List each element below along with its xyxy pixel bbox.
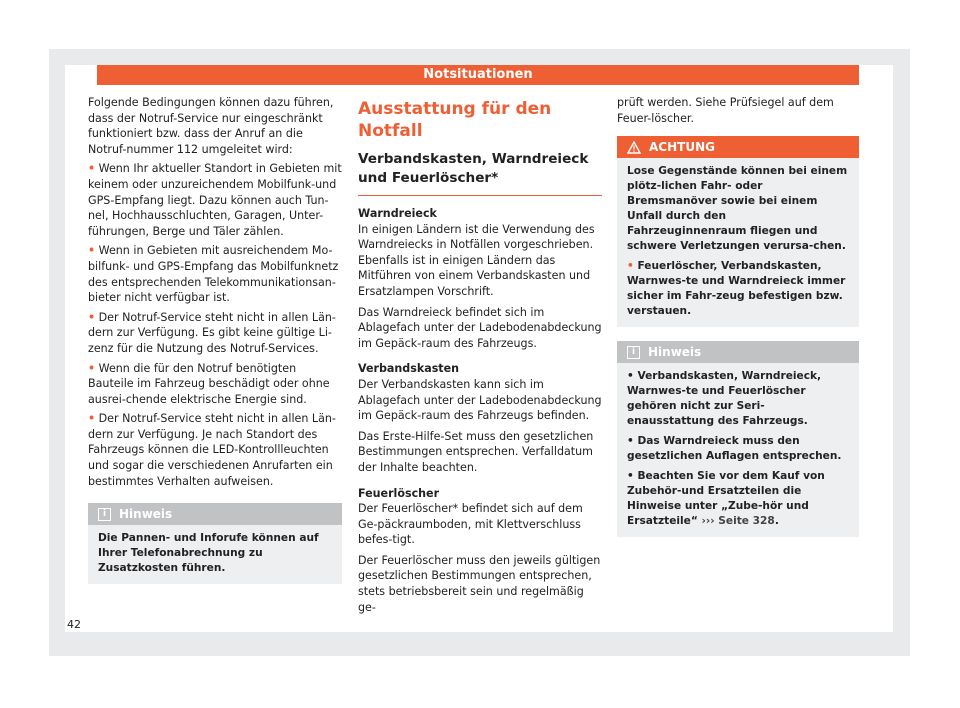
note-box-header: i Hinweis [617,341,859,363]
main-heading: Ausstattung für den Notfall [358,99,552,141]
list-item: • Der Notruf-Service steht nicht in allen Län-dern zur Verfügung. Es gibt keine gültige Li-zenz für die Nutzung des Notruf-Services. [88,310,336,355]
list-item: • Wenn Ihr aktueller Standort in Gebieten mit keinem oder unzureichendem Mobilfunk-und GPS-Empfang liegt. Dazu können auch Tun-nel, Hochhausschluchten, Garagen, Unter-führungen, Berge und Täler zählen. [88,162,342,238]
paragraph: Der Feuerlöscher muss den jeweils gültigen gesetzlichen Bestimmungen entsprechen, stets betriebsbereit sein und regelmäßig ge- [358,553,601,614]
bullet-icon: • [88,361,96,375]
note-box-header: i Hinweis [88,503,342,525]
list-item: • Wenn die für den Notruf benötigten Bauteile im Fahrzeug beschädigt oder ohne ausrei-chende elektrische Energie sind. [88,361,330,406]
warning-box-header: ACHTUNG [617,136,859,158]
paragraph: Das Warndreieck befindet sich im Ablagefach unter der Ladebodenabdeckung im Gepäck-raum des Fahrzeugs. [358,305,602,350]
bullet-icon: • [88,162,96,176]
info-icon: i [98,508,111,521]
warning-lead: Lose Gegenstände können bei einem plötz-lichen Fahr- oder Bremsmanöver sowie bei einem Unfall durch den Fahrzeuginnenraum fliegen und schwere Verletzungen verursa-chen. [627,165,848,253]
list-item: • Beachten Sie vor dem Kauf von Zubehör-und Ersatzteilen die Hinweise unter „Zube-hör und Ersatzteile“ ››› Seite 328. [627,470,825,528]
bullet-icon: • [88,412,96,426]
paragraph: Das Erste-Hilfe-Set muss den gesetzlichen Bestimmungen entsprechen. Verfalldatum der Inhalte beachten. [358,429,594,474]
column-left [88,95,342,584]
bullet-icon: • [627,260,634,273]
warning-box-body [617,158,859,327]
list-item: • Wenn in Gebieten mit ausreichendem Mo-bilfunk- und GPS-Empfang das Mobilfunknetz des entsprechenden Telekommunikationsan-bieter nicht verfügbar ist. [88,244,339,305]
paragraph: In einigen Ländern ist die Verwendung des Warndreiecks in Notfällen vorgeschrieben. Ebenfalls ist in einigen Ländern das Mitführen von einem Verbandskasten und Ersatzlampen Vorschrift. [358,222,595,298]
section-title-warndreieck: Warndreieck [358,207,437,220]
list-item: • Verbandskasten, Warndreieck, Warnwes-te und Feuerlöscher gehören nicht zur Seri-enausstattung des Fahrzeugs. [627,370,822,428]
section-title-feuerloescher: Feuerlöscher [358,486,440,500]
page-number: 42 [67,618,81,631]
bullet-icon: • [88,310,96,324]
list-item: • Der Notruf-Service steht nicht in allen Län-dern zur Verfügung. Je nach Standort des Fahrzeugs können die LED-Kontrollleuchten und sogar die verschiedenen Anrufarten ein bestimmtes Verhalten aufweisen. [88,412,336,488]
page-reference-link[interactable]: ››› Seite 328 [701,515,775,528]
section-title-verbandskasten: Verbandskasten [358,362,460,376]
warning-icon [627,141,641,154]
paragraph: Der Feuerlöscher* befindet sich auf dem Ge-päckraumboden, mit Klettverschluss befes-tigt. [358,502,583,547]
note-box-body [617,363,859,537]
note-box [88,503,342,584]
note-box [617,341,859,537]
column-middle [358,97,602,615]
list-item: • Das Warndreieck muss den gesetzlichen Auflagen entsprechen. [627,435,842,463]
sub-heading: Verbandskasten, Warndreieck und Feuerlöscher* [358,151,589,186]
info-icon: i [627,346,640,359]
list-item: • Feuerlöscher, Verbandskasten, Warnwes-te und Warndreieck immer sicher im Fahr-zeug befestigen bzw. verstauen. [627,260,846,318]
heading-divider [358,195,602,196]
continued-paragraph: prüft werden. Siehe Prüfsiegel auf dem Feuer-löscher. [617,96,834,125]
column-right [617,95,859,537]
paragraph: Der Verbandskasten kann sich im Ablagefach unter der Ladebodenabdeckung im Gepäck-raum des Fahrzeugs befinden. [358,377,602,423]
warning-box [617,136,859,327]
intro-paragraph: Folgende Bedingungen können dazu führen, dass der Notruf-Service nur eingeschränkt funktioniert bzw. dass der Anruf an die Notruf-nummer 112 umgeleitet wird: [88,96,334,156]
note-box-text: Die Pannen- und Inforufe können auf Ihrer Telefonabrechnung zu Zusatzkosten führen. [98,532,319,575]
section-header: Notsituationen [97,65,859,85]
bullet-icon: • [88,244,96,258]
